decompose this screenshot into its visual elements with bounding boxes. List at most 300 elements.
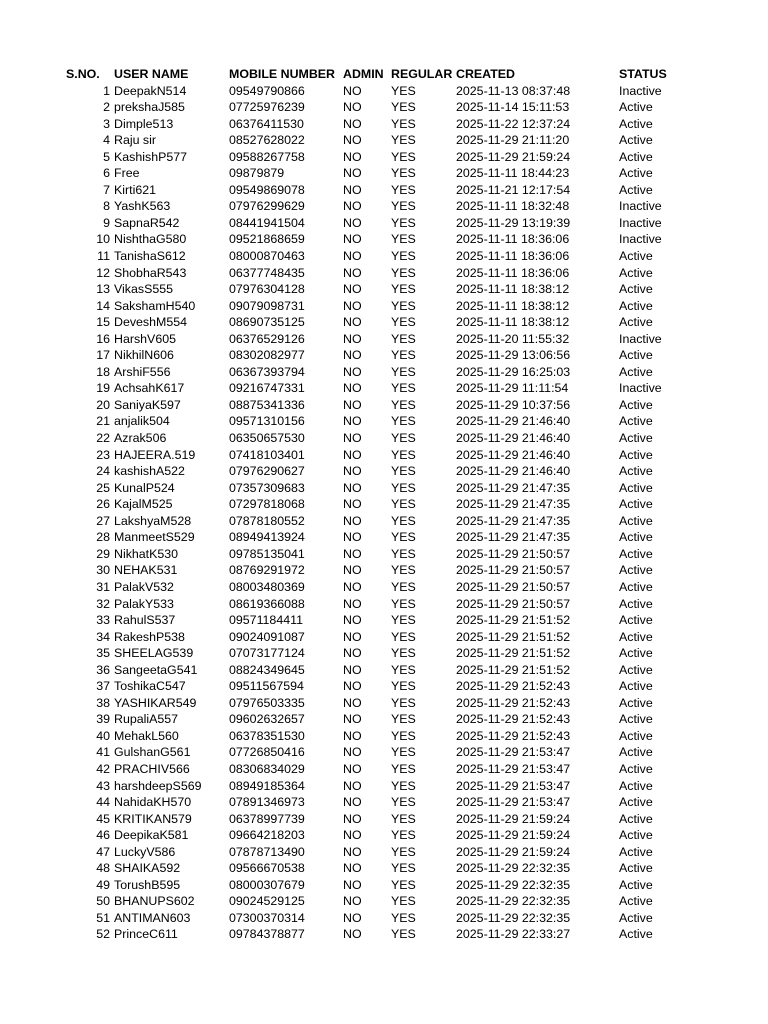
cell-status: Active — [619, 282, 653, 297]
table-row — [0, 380, 768, 397]
cell-created: 2025-11-29 21:47:35 — [456, 497, 571, 512]
table-row — [0, 116, 768, 133]
cell-regular: YES — [391, 927, 416, 942]
cell-regular: YES — [391, 778, 416, 793]
cell-sno: 28 — [96, 530, 110, 545]
cell-sno: 52 — [96, 927, 110, 942]
cell-created: 2025-11-22 12:37:24 — [456, 116, 571, 131]
cell-regular: YES — [391, 249, 416, 264]
cell-regular: YES — [391, 182, 416, 197]
table-row — [0, 728, 768, 745]
cell-sno: 51 — [96, 910, 110, 925]
cell-created: 2025-11-29 21:52:43 — [456, 695, 571, 710]
cell-status: Inactive — [619, 381, 662, 396]
cell-sno: 20 — [96, 397, 110, 412]
cell-status: Active — [619, 910, 653, 925]
cell-user-name: BHANUPS602 — [114, 894, 195, 909]
cell-user-name: NikhilN606 — [114, 348, 174, 363]
cell-created: 2025-11-29 11:11:54 — [456, 381, 569, 396]
cell-sno: 9 — [103, 215, 110, 230]
cell-created: 2025-11-29 21:50:57 — [456, 596, 571, 611]
cell-user-name: RupaliA557 — [114, 712, 179, 727]
cell-mobile-number: 07976290627 — [229, 464, 305, 479]
cell-regular: YES — [391, 613, 416, 628]
cell-status: Active — [619, 811, 653, 826]
cell-admin: NO — [343, 613, 362, 628]
table-row — [0, 513, 768, 530]
cell-created: 2025-11-11 18:32:48 — [456, 199, 570, 214]
cell-user-name: SakshamH540 — [114, 298, 196, 313]
header-status: STATUS — [619, 67, 667, 81]
cell-user-name: KunalP524 — [114, 480, 175, 495]
cell-admin: NO — [343, 497, 362, 512]
cell-mobile-number: 07891346973 — [229, 795, 305, 810]
cell-admin: NO — [343, 563, 362, 578]
cell-status: Active — [619, 182, 653, 197]
cell-regular: YES — [391, 877, 416, 892]
cell-created: 2025-11-29 21:51:52 — [456, 613, 571, 628]
table-row — [0, 182, 768, 199]
table-row — [0, 926, 768, 943]
cell-created: 2025-11-29 21:53:47 — [456, 778, 571, 793]
cell-mobile-number: 09602632657 — [229, 712, 305, 727]
cell-admin: NO — [343, 331, 362, 346]
cell-user-name: LuckyV586 — [114, 844, 176, 859]
cell-admin: NO — [343, 265, 362, 280]
table-row — [0, 529, 768, 546]
cell-mobile-number: 06378997739 — [229, 811, 305, 826]
cell-status: Active — [619, 414, 653, 429]
cell-admin: NO — [343, 778, 362, 793]
cell-status: Active — [619, 249, 653, 264]
cell-user-name: Kirti621 — [114, 182, 157, 197]
cell-status: Inactive — [619, 83, 662, 98]
cell-user-name: prekshaJ585 — [114, 100, 185, 115]
cell-admin: NO — [343, 298, 362, 313]
cell-sno: 46 — [96, 828, 110, 843]
table-row — [0, 298, 768, 315]
table-row — [0, 83, 768, 100]
cell-user-name: SaniyaK597 — [114, 397, 181, 412]
cell-regular: YES — [391, 563, 416, 578]
cell-mobile-number: 08302082977 — [229, 348, 305, 363]
cell-user-name: HAJEERA.519 — [114, 447, 196, 462]
cell-mobile-number: 09588267758 — [229, 149, 305, 164]
cell-created: 2025-11-20 11:55:32 — [456, 331, 570, 346]
cell-regular: YES — [391, 894, 416, 909]
cell-created: 2025-11-29 16:25:03 — [456, 364, 571, 379]
cell-status: Active — [619, 761, 653, 776]
cell-created: 2025-11-29 21:47:35 — [456, 530, 571, 545]
cell-mobile-number: 08949185364 — [229, 778, 305, 793]
cell-user-name: SapnaR542 — [114, 215, 180, 230]
cell-created: 2025-11-29 22:32:35 — [456, 861, 571, 876]
cell-status: Active — [619, 315, 653, 330]
cell-sno: 22 — [96, 431, 110, 446]
cell-status: Inactive — [619, 331, 662, 346]
table-row — [0, 347, 768, 364]
cell-created: 2025-11-29 21:46:40 — [456, 414, 571, 429]
cell-user-name: HarshV605 — [114, 331, 176, 346]
cell-admin: NO — [343, 910, 362, 925]
table-row — [0, 910, 768, 927]
cell-regular: YES — [391, 397, 416, 412]
table-row — [0, 744, 768, 761]
cell-mobile-number: 08690735125 — [229, 315, 305, 330]
cell-mobile-number: 07726850416 — [229, 745, 305, 760]
cell-status: Active — [619, 364, 653, 379]
cell-created: 2025-11-29 21:59:24 — [456, 844, 571, 859]
cell-status: Active — [619, 133, 653, 148]
table-row — [0, 364, 768, 381]
cell-status: Active — [619, 828, 653, 843]
cell-user-name: harshdeepS569 — [114, 778, 202, 793]
cell-mobile-number: 07418103401 — [229, 447, 305, 462]
cell-mobile-number: 08824349645 — [229, 662, 305, 677]
cell-user-name: MehakL560 — [114, 728, 179, 743]
table-row — [0, 695, 768, 712]
cell-mobile-number: 07976299629 — [229, 199, 305, 214]
cell-admin: NO — [343, 679, 362, 694]
cell-status: Active — [619, 265, 653, 280]
cell-admin: NO — [343, 546, 362, 561]
cell-admin: NO — [343, 629, 362, 644]
cell-mobile-number: 06376411530 — [229, 116, 304, 131]
cell-mobile-number: 07725976239 — [229, 100, 305, 115]
cell-mobile-number: 07357309683 — [229, 480, 305, 495]
cell-mobile-number: 09079098731 — [229, 298, 305, 313]
cell-mobile-number: 06377748435 — [229, 265, 305, 280]
cell-sno: 36 — [96, 662, 110, 677]
table-row — [0, 811, 768, 828]
cell-created: 2025-11-29 22:32:35 — [456, 877, 571, 892]
cell-mobile-number: 08619366088 — [229, 596, 305, 611]
header-user-name: USER NAME — [114, 67, 189, 81]
cell-status: Active — [619, 116, 653, 131]
cell-status: Active — [619, 480, 653, 495]
cell-sno: 49 — [96, 877, 110, 892]
cell-sno: 17 — [96, 348, 110, 363]
cell-regular: YES — [391, 265, 416, 280]
cell-created: 2025-11-29 21:46:40 — [456, 447, 571, 462]
table-row — [0, 165, 768, 182]
cell-admin: NO — [343, 215, 362, 230]
cell-created: 2025-11-29 21:52:43 — [456, 712, 571, 727]
table-row — [0, 265, 768, 282]
cell-mobile-number: 09521868659 — [229, 232, 305, 247]
table-row — [0, 198, 768, 215]
table-row — [0, 645, 768, 662]
cell-mobile-number: 08875341336 — [229, 397, 305, 412]
cell-sno: 18 — [96, 364, 110, 379]
cell-user-name: Dimple513 — [114, 116, 174, 131]
cell-admin: NO — [343, 795, 362, 810]
cell-admin: NO — [343, 513, 362, 528]
cell-sno: 10 — [96, 232, 110, 247]
cell-created: 2025-11-14 15:11:53 — [456, 100, 570, 115]
cell-sno: 31 — [96, 579, 110, 594]
cell-mobile-number: 09571184411 — [229, 613, 303, 628]
cell-sno: 6 — [103, 166, 110, 181]
cell-user-name: TanishaS612 — [114, 249, 186, 264]
cell-mobile-number: 06378351530 — [229, 728, 305, 743]
cell-created: 2025-11-11 18:44:23 — [456, 166, 570, 181]
table-row — [0, 496, 768, 513]
cell-sno: 13 — [96, 282, 110, 297]
cell-created: 2025-11-11 18:38:12 — [456, 298, 570, 313]
cell-regular: YES — [391, 381, 416, 396]
cell-user-name: DeveshM554 — [114, 315, 188, 330]
cell-regular: YES — [391, 728, 416, 743]
cell-mobile-number: 08769291972 — [229, 563, 305, 578]
cell-mobile-number: 07976503335 — [229, 695, 305, 710]
cell-status: Inactive — [619, 199, 662, 214]
table-row — [0, 314, 768, 331]
cell-created: 2025-11-29 21:59:24 — [456, 828, 571, 843]
cell-mobile-number: 09549790866 — [229, 83, 305, 98]
cell-sno: 41 — [96, 745, 110, 760]
cell-user-name: PalakV532 — [114, 579, 174, 594]
cell-sno: 21 — [96, 414, 110, 429]
cell-status: Active — [619, 447, 653, 462]
cell-admin: NO — [343, 596, 362, 611]
cell-regular: YES — [391, 761, 416, 776]
cell-user-name: RahulS537 — [114, 613, 176, 628]
cell-status: Active — [619, 662, 653, 677]
cell-status: Active — [619, 431, 653, 446]
cell-status: Active — [619, 464, 653, 479]
header-sno: S.NO. — [66, 67, 100, 81]
cell-sno: 44 — [96, 795, 110, 810]
cell-status: Active — [619, 397, 653, 412]
cell-regular: YES — [391, 331, 416, 346]
cell-user-name: VikasS555 — [114, 282, 174, 297]
table-row — [0, 132, 768, 149]
cell-admin: NO — [343, 133, 362, 148]
cell-admin: NO — [343, 844, 362, 859]
cell-mobile-number: 08000307679 — [229, 877, 305, 892]
cell-mobile-number: 09549869078 — [229, 182, 305, 197]
cell-created: 2025-11-29 21:50:57 — [456, 546, 571, 561]
cell-regular: YES — [391, 116, 416, 131]
cell-regular: YES — [391, 662, 416, 677]
table-row — [0, 662, 768, 679]
cell-created: 2025-11-29 13:19:39 — [456, 215, 571, 230]
cell-created: 2025-11-13 08:37:48 — [456, 83, 571, 98]
cell-regular: YES — [391, 497, 416, 512]
header-admin: ADMIN — [343, 67, 384, 81]
cell-admin: NO — [343, 83, 362, 98]
cell-regular: YES — [391, 480, 416, 495]
cell-mobile-number: 06350657530 — [229, 431, 305, 446]
cell-user-name: ToshikaC547 — [114, 679, 186, 694]
cell-created: 2025-11-29 22:32:35 — [456, 894, 571, 909]
cell-created: 2025-11-11 18:38:12 — [456, 315, 570, 330]
table-row — [0, 215, 768, 232]
cell-created: 2025-11-11 18:36:06 — [456, 265, 570, 280]
cell-regular: YES — [391, 695, 416, 710]
cell-user-name: DeepakN514 — [114, 83, 187, 98]
cell-sno: 47 — [96, 844, 110, 859]
cell-regular: YES — [391, 679, 416, 694]
header-mobile-number: MOBILE NUMBER — [229, 67, 336, 81]
cell-regular: YES — [391, 282, 416, 297]
cell-admin: NO — [343, 761, 362, 776]
cell-sno: 34 — [96, 629, 110, 644]
cell-admin: NO — [343, 315, 362, 330]
cell-status: Active — [619, 894, 653, 909]
cell-regular: YES — [391, 795, 416, 810]
cell-admin: NO — [343, 745, 362, 760]
cell-admin: NO — [343, 811, 362, 826]
cell-regular: YES — [391, 910, 416, 925]
cell-sno: 30 — [96, 563, 110, 578]
cell-status: Active — [619, 298, 653, 313]
cell-user-name: PalakY533 — [114, 596, 174, 611]
cell-sno: 25 — [96, 480, 110, 495]
cell-created: 2025-11-29 21:53:47 — [456, 761, 571, 776]
cell-regular: YES — [391, 133, 416, 148]
cell-status: Active — [619, 579, 653, 594]
cell-status: Active — [619, 861, 653, 876]
cell-regular: YES — [391, 298, 416, 313]
cell-regular: YES — [391, 414, 416, 429]
cell-created: 2025-11-29 21:50:57 — [456, 579, 571, 594]
table-row — [0, 778, 768, 795]
cell-admin: NO — [343, 828, 362, 843]
cell-status: Active — [619, 877, 653, 892]
cell-mobile-number: 07878180552 — [229, 513, 305, 528]
cell-status: Active — [619, 497, 653, 512]
cell-created: 2025-11-29 21:46:40 — [456, 464, 571, 479]
cell-mobile-number: 07976304128 — [229, 282, 305, 297]
cell-regular: YES — [391, 579, 416, 594]
cell-admin: NO — [343, 166, 362, 181]
table-body — [0, 83, 768, 943]
cell-mobile-number: 09571310156 — [229, 414, 305, 429]
cell-regular: YES — [391, 530, 416, 545]
cell-user-name: YashK563 — [114, 199, 171, 214]
cell-admin: NO — [343, 894, 362, 909]
cell-created: 2025-11-29 21:46:40 — [456, 431, 571, 446]
cell-admin: NO — [343, 149, 362, 164]
cell-status: Active — [619, 513, 653, 528]
cell-mobile-number: 09511567594 — [229, 679, 304, 694]
cell-mobile-number: 08003480369 — [229, 579, 305, 594]
cell-status: Active — [619, 795, 653, 810]
cell-status: Active — [619, 679, 653, 694]
cell-user-name: SangeetaG541 — [114, 662, 198, 677]
cell-mobile-number: 08949413924 — [229, 530, 305, 545]
cell-status: Active — [619, 629, 653, 644]
cell-regular: YES — [391, 232, 416, 247]
table-row — [0, 231, 768, 248]
cell-created: 2025-11-29 21:50:57 — [456, 563, 571, 578]
cell-status: Active — [619, 695, 653, 710]
cell-sno: 42 — [96, 761, 110, 776]
cell-regular: YES — [391, 811, 416, 826]
cell-status: Inactive — [619, 215, 662, 230]
table-row — [0, 629, 768, 646]
cell-status: Active — [619, 778, 653, 793]
table-row — [0, 546, 768, 563]
table-row — [0, 612, 768, 629]
cell-admin: NO — [343, 695, 362, 710]
cell-sno: 5 — [103, 149, 110, 164]
cell-sno: 16 — [96, 331, 110, 346]
cell-sno: 24 — [96, 464, 110, 479]
cell-mobile-number: 08441941504 — [229, 215, 305, 230]
cell-admin: NO — [343, 232, 362, 247]
cell-regular: YES — [391, 646, 416, 661]
cell-mobile-number: 09566670538 — [229, 861, 305, 876]
header-created: CREATED — [456, 67, 515, 81]
cell-sno: 32 — [96, 596, 110, 611]
cell-created: 2025-11-29 21:51:52 — [456, 662, 571, 677]
cell-sno: 48 — [96, 861, 110, 876]
cell-user-name: SHAIKA592 — [114, 861, 181, 876]
cell-admin: NO — [343, 282, 362, 297]
cell-mobile-number: 07300370314 — [229, 910, 305, 925]
cell-mobile-number: 06376529126 — [229, 331, 305, 346]
table-row — [0, 413, 768, 430]
table-row — [0, 579, 768, 596]
user-table — [0, 66, 768, 943]
table-row — [0, 99, 768, 116]
cell-user-name: LakshyaM528 — [114, 513, 192, 528]
cell-status: Active — [619, 745, 653, 760]
cell-status: Active — [619, 712, 653, 727]
cell-user-name: ArshiF556 — [114, 364, 171, 379]
cell-created: 2025-11-11 18:36:06 — [456, 249, 570, 264]
cell-regular: YES — [391, 513, 416, 528]
cell-regular: YES — [391, 464, 416, 479]
cell-regular: YES — [391, 861, 416, 876]
cell-admin: NO — [343, 100, 362, 115]
table-row — [0, 447, 768, 464]
cell-created: 2025-11-29 22:32:35 — [456, 910, 571, 925]
cell-created: 2025-11-21 12:17:54 — [456, 182, 571, 197]
cell-admin: NO — [343, 447, 362, 462]
cell-status: Active — [619, 166, 653, 181]
cell-regular: YES — [391, 596, 416, 611]
table-row — [0, 844, 768, 861]
cell-admin: NO — [343, 364, 362, 379]
cell-mobile-number: 09216747331 — [229, 381, 305, 396]
cell-admin: NO — [343, 728, 362, 743]
table-row — [0, 562, 768, 579]
cell-created: 2025-11-29 21:11:20 — [456, 133, 570, 148]
cell-user-name: ANTIMAN603 — [114, 910, 191, 925]
cell-mobile-number: 09879879 — [229, 166, 285, 181]
table-row — [0, 827, 768, 844]
cell-sno: 50 — [96, 894, 110, 909]
cell-sno: 39 — [96, 712, 110, 727]
cell-admin: NO — [343, 397, 362, 412]
cell-status: Active — [619, 348, 653, 363]
table-row — [0, 430, 768, 447]
cell-regular: YES — [391, 431, 416, 446]
cell-user-name: NahidaKH570 — [114, 795, 192, 810]
cell-regular: YES — [391, 348, 416, 363]
cell-regular: YES — [391, 149, 416, 164]
cell-mobile-number: 07073177124 — [229, 646, 305, 661]
cell-regular: YES — [391, 215, 416, 230]
cell-user-name: PrinceC611 — [114, 927, 178, 942]
cell-sno: 35 — [96, 646, 110, 661]
cell-user-name: YASHIKAR549 — [114, 695, 197, 710]
cell-created: 2025-11-29 21:51:52 — [456, 646, 571, 661]
